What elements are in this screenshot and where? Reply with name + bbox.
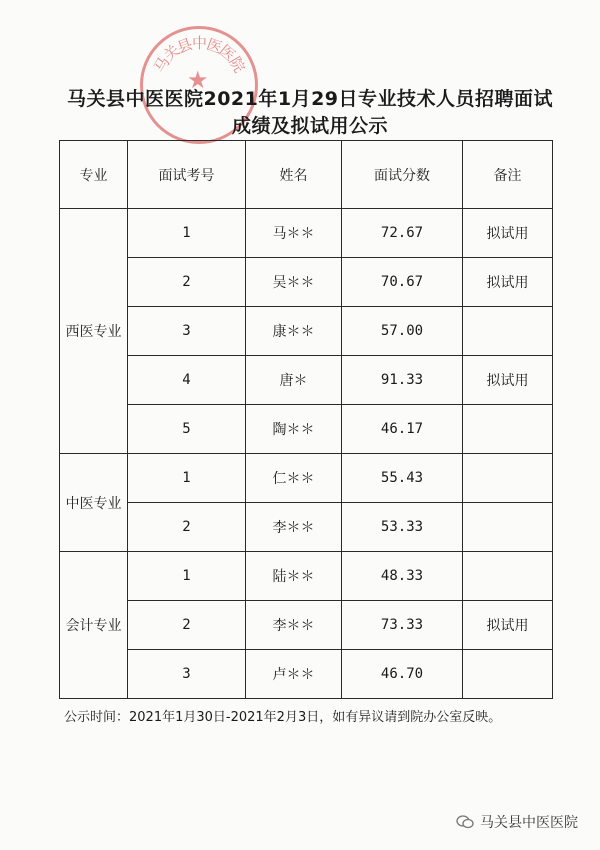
score-cell: 46.70 bbox=[342, 650, 463, 699]
table-row bbox=[60, 405, 553, 454]
note-cell bbox=[463, 650, 553, 699]
watermark-text: 马关县中医医院 bbox=[480, 815, 578, 831]
note-cell bbox=[463, 307, 553, 356]
table-row bbox=[60, 601, 553, 650]
exam-number-cell: 1 bbox=[128, 209, 246, 258]
table-row bbox=[60, 307, 553, 356]
table-row bbox=[60, 650, 553, 699]
table-row bbox=[60, 209, 553, 258]
table-row bbox=[60, 454, 553, 503]
major-cell: 中医专业 bbox=[60, 454, 128, 552]
exam-number-cell: 1 bbox=[128, 552, 246, 601]
seal-character: 县 bbox=[174, 34, 195, 57]
seal-character: 院 bbox=[225, 53, 249, 76]
seal-character: 医 bbox=[204, 34, 225, 57]
score-cell: 48.33 bbox=[342, 552, 463, 601]
exam-number-cell: 2 bbox=[128, 258, 246, 307]
score-cell: 53.33 bbox=[342, 503, 463, 552]
note-cell: 拟试用 bbox=[463, 209, 553, 258]
name-cell: 卢＊＊ bbox=[246, 650, 342, 699]
note-cell: 拟试用 bbox=[463, 601, 553, 650]
exam-number-cell: 2 bbox=[128, 601, 246, 650]
table-row bbox=[60, 356, 553, 405]
note-cell bbox=[463, 503, 553, 552]
header-note: 备注 bbox=[463, 141, 553, 209]
wechat-icon bbox=[456, 815, 474, 829]
exam-number-cell: 5 bbox=[128, 405, 246, 454]
header-exam-number: 面试考号 bbox=[128, 141, 246, 209]
page-title: 马关县中医医院2021年1月29日专业技术人员招聘面试成绩及拟试用公示 bbox=[66, 88, 554, 137]
table-row bbox=[60, 258, 553, 307]
note-cell: 拟试用 bbox=[463, 356, 553, 405]
score-cell: 46.17 bbox=[342, 405, 463, 454]
score-cell: 57.00 bbox=[342, 307, 463, 356]
name-cell: 陶＊＊ bbox=[246, 405, 342, 454]
note-cell bbox=[463, 552, 553, 601]
seal-star-icon: ★ bbox=[187, 66, 209, 94]
score-cell: 91.33 bbox=[342, 356, 463, 405]
name-cell: 马＊＊ bbox=[246, 209, 342, 258]
exam-number-cell: 3 bbox=[128, 650, 246, 699]
name-cell: 李＊＊ bbox=[246, 601, 342, 650]
publicity-period-note: 公示时间：2021年1月30日-2021年2月3日，如有异议请到院办公室反映。 bbox=[64, 710, 502, 725]
exam-number-cell: 2 bbox=[128, 503, 246, 552]
table-header-row bbox=[60, 141, 553, 209]
name-cell: 吴＊＊ bbox=[246, 258, 342, 307]
header-major: 专业 bbox=[60, 141, 128, 209]
wechat-watermark bbox=[456, 812, 578, 832]
name-cell: 唐＊ bbox=[246, 356, 342, 405]
exam-number-cell: 3 bbox=[128, 307, 246, 356]
name-cell: 李＊＊ bbox=[246, 503, 342, 552]
seal-character: 医 bbox=[215, 41, 240, 65]
score-cell: 73.33 bbox=[342, 601, 463, 650]
major-cell: 西医专业 bbox=[60, 209, 128, 454]
note-cell bbox=[463, 405, 553, 454]
name-cell: 仁＊＊ bbox=[246, 454, 342, 503]
score-table bbox=[59, 140, 553, 699]
exam-number-cell: 1 bbox=[128, 454, 246, 503]
table-row bbox=[60, 552, 553, 601]
seal-character: 关 bbox=[159, 41, 184, 65]
note-cell: 拟试用 bbox=[463, 258, 553, 307]
score-cell: 55.43 bbox=[342, 454, 463, 503]
score-cell: 72.67 bbox=[342, 209, 463, 258]
header-name: 姓名 bbox=[246, 141, 342, 209]
name-cell: 陆＊＊ bbox=[246, 552, 342, 601]
header-score: 面试分数 bbox=[342, 141, 463, 209]
seal-character: 中 bbox=[192, 34, 208, 52]
name-cell: 康＊＊ bbox=[246, 307, 342, 356]
table-row bbox=[60, 503, 553, 552]
seal-character: 马 bbox=[150, 53, 174, 76]
exam-number-cell: 4 bbox=[128, 356, 246, 405]
note-cell bbox=[463, 454, 553, 503]
major-cell: 会计专业 bbox=[60, 552, 128, 699]
score-cell: 70.67 bbox=[342, 258, 463, 307]
